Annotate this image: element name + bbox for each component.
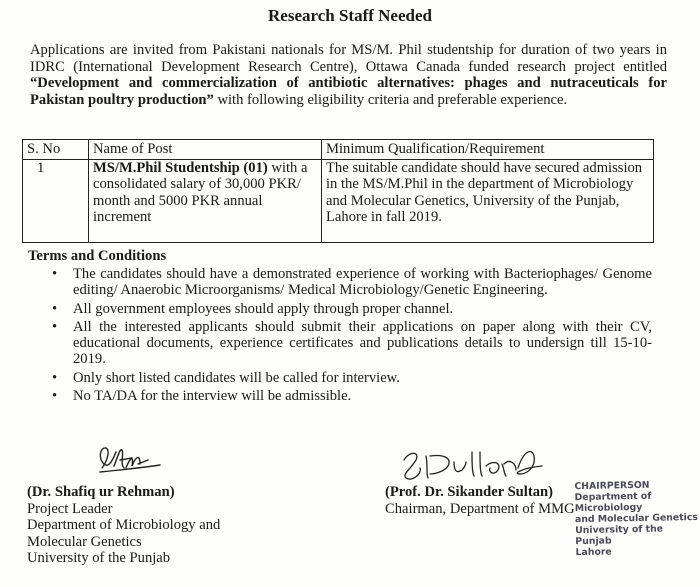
signatory-left <box>27 484 220 567</box>
header-sno: S. No <box>23 140 89 160</box>
post-title: MS/M.Phil Studentship (01) <box>93 159 268 176</box>
cell-sno: 1 <box>23 159 89 242</box>
terms-heading: Terms and Conditions <box>28 248 167 264</box>
post-detail: with a consolidated salary of 30,000 PKR/ month and 5000 PKR annual increment <box>93 159 308 226</box>
bullet-icon: • <box>52 300 58 317</box>
cell-requirement: The suitable candidate should have secured admission in the MS/M.Phil in the department of Microbiology and Molecular Genetics, University of the Punjab, Lahore in fall 2019. <box>322 159 654 242</box>
list-item: • All the interested applicants should submit their applications on paper along with their CV, educational documents, experience certificates and publications details to undersign till 15-10-2019. <box>52 318 652 368</box>
cell-post <box>89 159 322 242</box>
official-stamp: CHAIRPERSON Department of Microbiology and Molecular Genetics University of the Punjab Lahore <box>574 479 698 559</box>
bullet-icon: • <box>52 318 58 335</box>
signatory-left-line: Molecular Genetics <box>27 533 142 550</box>
signatory-left-line: Project Leader <box>27 500 113 517</box>
header-post: Name of Post <box>89 140 322 160</box>
signature-right-image <box>392 440 562 490</box>
signatory-left-line: Department of Microbiology and <box>27 517 221 534</box>
signatory-right-name: (Prof. Dr. Sikander Sultan) <box>385 484 553 500</box>
bullet-icon: • <box>52 369 58 386</box>
bullet-icon: • <box>52 388 58 405</box>
signatory-right-title: Chairman, Department of MMG <box>385 500 575 517</box>
table-row <box>23 159 654 242</box>
intro-paragraph <box>30 42 667 108</box>
header-requirement: Minimum Qualification/Requirement <box>322 140 654 160</box>
signatory-left-line: University of the Punjab <box>27 550 171 567</box>
positions-table <box>22 139 654 243</box>
signature-left-image <box>80 438 180 483</box>
project-title: “Development and commercialization of antibiotic alternatives: phages and nutraceuticals for Pakistan poultry production” <box>30 75 667 108</box>
signatory-right <box>385 484 575 517</box>
terms-list <box>52 266 652 406</box>
list-item: • Only short listed candidates will be called for interview. <box>52 369 400 386</box>
intro-text-start: Applications are invited from Pakistani nationals for MS/M. Phil studentship for duration of two years in IDRC (International Development Research Centre), Ottawa Canada funded research project entitled <box>30 42 667 75</box>
bullet-icon: • <box>52 266 58 282</box>
list-item: • The candidates should have a demonstrated experience of working with Bacteriophages/ Genome editing/ Anaerobic Microorganisms/ Medical Microbiology/Genetic Engineering. <box>52 266 652 299</box>
table-header-row <box>23 140 654 160</box>
document-title: Research Staff Needed <box>268 6 432 25</box>
list-item: • No TA/DA for the interview will be admissible. <box>52 388 352 405</box>
list-item: • All government employees should apply through proper channel. <box>52 300 454 317</box>
intro-text-end: with following eligibility criteria and preferable experience. <box>213 91 568 108</box>
signatory-left-name: (Dr. Shafiq ur Rehman) <box>27 484 175 500</box>
